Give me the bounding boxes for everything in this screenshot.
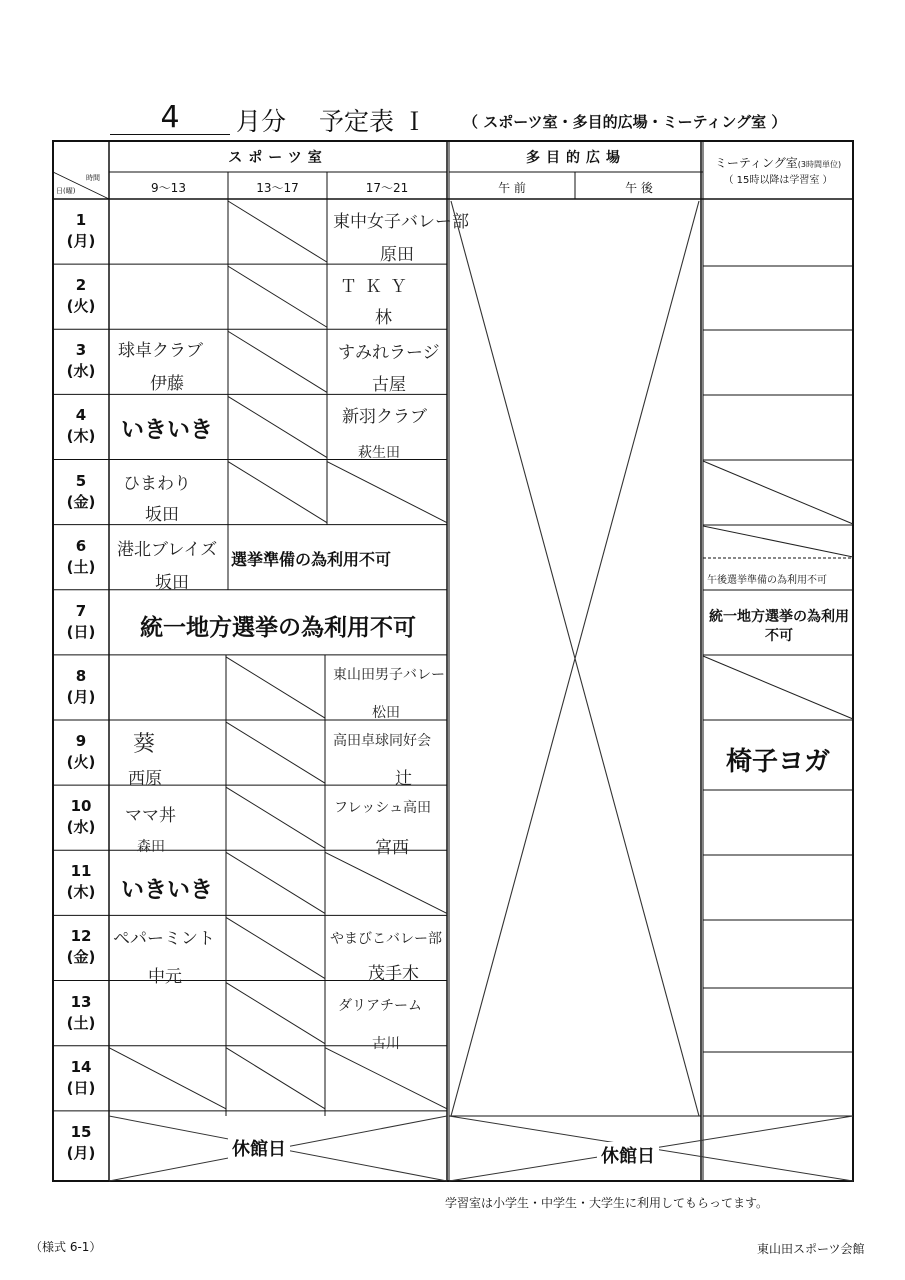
day-number: 4 bbox=[75, 406, 87, 425]
entry-d8-evening-group: 東山田男子バレー bbox=[333, 667, 445, 683]
meeting-blocked-diagonal bbox=[703, 526, 853, 557]
entry-d1-evening-name: 原田 bbox=[380, 245, 414, 265]
day-label bbox=[53, 601, 109, 643]
facility-name: 東山田スポーツ会館 bbox=[757, 1242, 865, 1256]
blocked-cell-diagonal bbox=[226, 787, 325, 848]
entry-d7-meeting-unavailable: 統一地方選挙の為利用不可 bbox=[709, 609, 849, 644]
day-weekday: (月) bbox=[66, 232, 96, 250]
blocked-cell-diagonal bbox=[226, 1048, 325, 1109]
meeting-room-title: ミーティング室 bbox=[714, 156, 798, 170]
entry-d9-evening-name: 辻 bbox=[395, 769, 412, 789]
entry-d4-evening-group: 新羽クラブ bbox=[342, 407, 427, 427]
day-weekday: (木) bbox=[66, 883, 96, 902]
entry-d10-morning-name: 森田 bbox=[137, 839, 165, 855]
day-label bbox=[53, 340, 109, 382]
day-label bbox=[53, 992, 109, 1034]
day-label bbox=[53, 275, 109, 317]
meeting-room-header bbox=[703, 156, 853, 188]
day-number: 5 bbox=[75, 471, 87, 490]
blocked-cell-diagonal bbox=[226, 917, 325, 978]
slot-header-evening: 17～21 bbox=[365, 181, 409, 195]
entry-d9-evening-group: 高田卓球同好会 bbox=[333, 733, 431, 749]
page-subtitle: （ スポーツ室・多目的広場・ミーティング室 ） bbox=[463, 113, 787, 131]
blocked-cell-diagonal bbox=[228, 396, 327, 457]
day-label bbox=[53, 666, 109, 708]
day-number: 11 bbox=[70, 862, 92, 881]
meeting-blocked-diagonal bbox=[703, 656, 853, 719]
day-number: 14 bbox=[70, 1057, 92, 1076]
entry-d7-all-unavailable: 統一地方選挙の為利用不可 bbox=[140, 615, 416, 641]
plaza-header-am: 午 前 bbox=[498, 181, 526, 195]
meeting-blocked-diagonal bbox=[703, 461, 853, 524]
entry-d3-morning-group: 球卓クラブ bbox=[118, 341, 203, 361]
time-corner-label: 時間 bbox=[86, 174, 100, 182]
entry-d6-afternoon-unavailable: 選挙準備の為利用不可 bbox=[231, 550, 392, 569]
day-weekday: (土) bbox=[66, 557, 96, 576]
day-number: 9 bbox=[75, 732, 87, 751]
slot-header-afternoon: 13～17 bbox=[256, 181, 299, 195]
blocked-cell-diagonal bbox=[226, 657, 325, 718]
day-label bbox=[53, 1122, 109, 1164]
entry-d4-evening-name: 萩生田 bbox=[358, 445, 400, 461]
day-number: 12 bbox=[70, 927, 92, 946]
day-weekday: (金) bbox=[66, 948, 96, 967]
day-weekday: (土) bbox=[66, 1013, 96, 1032]
entry-d10-morning-group: ママ丼 bbox=[125, 806, 176, 826]
entry-d8-evening-name: 松田 bbox=[372, 705, 400, 721]
blocked-cell-diagonal bbox=[325, 1048, 447, 1109]
entry-d12-evening-name: 茂手木 bbox=[368, 964, 419, 984]
slot-header-morning: 9～13 bbox=[151, 181, 186, 195]
meeting-room-unit: (3時間単位) bbox=[797, 160, 842, 169]
entry-d12-morning-group: ペパーミント bbox=[113, 929, 215, 949]
sports-room-header: スポーツ室 bbox=[228, 150, 328, 166]
day-label bbox=[53, 731, 109, 773]
blocked-cell-diagonal bbox=[226, 722, 325, 783]
day-weekday: (火) bbox=[66, 753, 96, 772]
day-weekday: (木) bbox=[66, 427, 96, 446]
form-id: （様式 6-1） bbox=[30, 1240, 102, 1254]
blocked-cell-diagonal bbox=[228, 462, 327, 523]
entry-d3-evening-name: 古屋 bbox=[372, 375, 406, 395]
day-weekday: (月) bbox=[66, 687, 96, 706]
blocked-cell-diagonal bbox=[109, 1048, 226, 1109]
day-weekday: (水) bbox=[66, 362, 96, 381]
entry-d6-morning-group: 港北ブレイズ bbox=[117, 540, 218, 560]
day-number: 6 bbox=[75, 536, 87, 555]
plaza-header-pm: 午 後 bbox=[625, 181, 653, 195]
entry-d5-morning-name: 坂田 bbox=[145, 505, 179, 525]
day-number: 15 bbox=[70, 1122, 92, 1141]
day-weekday: (火) bbox=[66, 297, 96, 316]
entry-d3-morning-name: 伊藤 bbox=[150, 374, 184, 394]
day-label bbox=[53, 861, 109, 903]
entry-d15-plaza-closed: 休館日 bbox=[597, 1142, 659, 1168]
day-number: 10 bbox=[70, 797, 92, 816]
day-weekday: (水) bbox=[66, 818, 96, 837]
day-weekday: (日) bbox=[66, 1078, 96, 1097]
blocked-cell-diagonal bbox=[325, 852, 447, 913]
entry-d3-evening-group: すみれラージ bbox=[338, 343, 440, 363]
entry-d2-evening-name: 林 bbox=[375, 308, 392, 328]
meeting-room-note: （ 15時以降は学習室 ） bbox=[723, 175, 833, 186]
footer-note: 学習室は小学生・中学生・大学生に利用してもらってます。 bbox=[445, 1196, 769, 1210]
entry-d12-morning-name: 中元 bbox=[148, 967, 182, 987]
blocked-cell-diagonal bbox=[226, 852, 325, 913]
entry-d6-meeting-unavailable: 午後選挙準備の為利用不可 bbox=[707, 575, 827, 586]
entry-d13-evening-group: ダリアチーム bbox=[338, 998, 422, 1014]
plaza-header: 多目的広場 bbox=[526, 150, 626, 166]
day-number: 13 bbox=[70, 992, 92, 1011]
entry-d12-evening-group: やまびこバレー部 bbox=[330, 931, 442, 947]
entry-d13-evening-name: 古川 bbox=[372, 1036, 400, 1052]
entry-d10-evening-group: フレッシュ高田 bbox=[334, 800, 432, 816]
blocked-cell-diagonal bbox=[228, 331, 327, 392]
day-weekday: (日) bbox=[66, 622, 96, 641]
day-number: 2 bbox=[75, 276, 87, 295]
page-title: 月分 予定表 Ｉ bbox=[236, 107, 427, 136]
day-weekday: (金) bbox=[66, 492, 96, 511]
blocked-cell-diagonal bbox=[226, 983, 325, 1044]
day-label bbox=[53, 536, 109, 578]
day-number: 7 bbox=[75, 601, 87, 620]
entry-d9-meeting: 椅子ヨガ bbox=[725, 747, 830, 777]
blocked-cell-diagonal bbox=[327, 462, 447, 523]
entry-d4-morning: いきいき bbox=[121, 417, 213, 443]
day-number: 3 bbox=[75, 341, 87, 360]
table-border bbox=[53, 141, 853, 1181]
day-label bbox=[53, 1057, 109, 1099]
entry-d10-evening-name: 宮西 bbox=[375, 838, 409, 858]
day-label bbox=[53, 210, 109, 252]
entry-d1-evening-group: 東中女子バレー部 bbox=[333, 212, 469, 232]
blocked-cell-diagonal bbox=[228, 266, 327, 327]
day-label bbox=[53, 926, 109, 968]
month-number: 4 bbox=[160, 100, 180, 135]
day-corner-label: 日(曜) bbox=[56, 187, 76, 195]
entry-d11-morning: いきいき bbox=[121, 877, 213, 903]
day-label bbox=[53, 405, 109, 447]
day-label bbox=[53, 471, 109, 513]
day-number: 1 bbox=[75, 211, 87, 229]
entry-d6-morning-name: 坂田 bbox=[155, 573, 189, 593]
entry-d15-sports-closed: 休館日 bbox=[228, 1135, 290, 1161]
entry-d9-morning-name: 西原 bbox=[128, 769, 162, 789]
entry-d5-morning-group: ひまわり bbox=[123, 474, 191, 494]
blocked-cell-diagonal bbox=[228, 201, 327, 262]
entry-d2-evening-group: ＴＫＹ bbox=[340, 277, 415, 297]
day-number: 8 bbox=[75, 666, 87, 685]
day-label bbox=[53, 796, 109, 838]
day-weekday: (月) bbox=[66, 1143, 96, 1162]
entry-d9-morning-group: 葵 bbox=[133, 732, 156, 757]
